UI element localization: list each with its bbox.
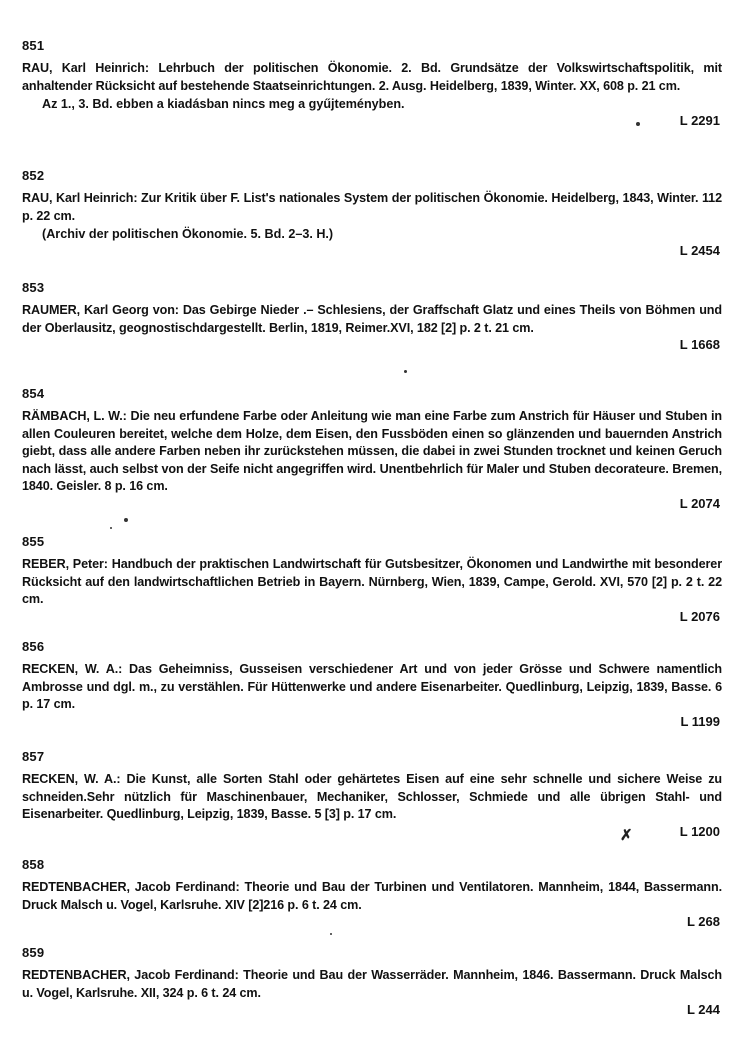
entry-description: REDTENBACHER, Jacob Ferdinand: Theorie und Bau der Turbinen und Ventilatoren. Mannheim, 1844, Bassermann. Druck Malsch u. Vogel, Karlsruhe. XIV [2]216 p. 6 t. 24 cm. [22,880,722,912]
catalog-entry-857 [22,749,722,840]
entry-number: 859 [22,945,45,960]
catalog-entry-858 [22,857,722,930]
entry-description: RÄMBACH, L. W.: Die neu erfundene Farbe oder Anleitung wie man eine Farbe zum Anstrich für Häuser und Stuben in allen Couleuren bereitet, welche dem Holze, dem Eisen, den Fussböden einen so glänzenden und bauernden Anstrich giebt, dass alle andere Farben neben ihr zurückstehen müssen, die dabei in zwei Stunden trocknet und keinen Geruch nach lässt, auch selbst von der Seife nicht angegriffen wird. Unentbehrlich für Maler und Stuben decorateure. Bremen, 1840. Geisler. 8 p. 16 cm. [22,409,722,494]
entry-note: (Archiv der politischen Ökonomie. 5. Bd. 2–3. H.) [42,227,334,242]
catalog-entry-859 [22,945,722,1018]
catalog-entry-855 [22,534,722,625]
catalog-entry-854 [22,386,722,512]
entry-signature: L 244 [686,1002,720,1018]
entry-signature: L 1668 [679,337,720,353]
entry-number: 857 [22,749,45,764]
catalog-entry-853 [22,280,722,353]
scan-speck [404,370,407,373]
scan-speck [124,518,128,522]
entry-signature: L 1200 [679,823,720,839]
entry-number: 853 [22,280,45,295]
entry-number: 852 [22,168,45,183]
scan-speck [636,122,640,126]
entry-number: 854 [22,386,45,401]
catalog-entry-851 [22,38,722,129]
entry-description: REDTENBACHER, Jacob Ferdinand: Theorie und Bau der Wasserräder. Mannheim, 1846. Bassermann. Druck Malsch u. Vogel, Karlsruhe. XII, 324 p. 6 t. 24 cm. [22,968,722,1000]
entry-description: RAU, Karl Heinrich: Lehrbuch der politischen Ökonomie. 2. Bd. Grundsätze der Volkswirtschaftspolitik, mit anhaltender Rücksicht auf bestehende Staatseinrichtungen. 2. Ausg. Heidelberg, 1839, Winter. XX, 608 p. 21 cm. [22,61,722,93]
entry-description: RAUMER, Karl Georg von: Das Gebirge Nieder .– Schlesiens, der Graffschaft Glatz und eines Theils von Böhmen und der Oberlausitz, geognostischdargestellt. Berlin, 1819, Reimer.XVI, 182 [2] p. 2 t. 21 cm. [22,303,722,335]
entry-description: RECKEN, W. A.: Das Geheimniss, Gusseisen verschiedener Art und von jeder Grösse und Schwere namentlich Ambrosse und dgl. m., zu verstählen. Für Hüttenwerke und andere Eisenarbeiter. Quedlinburg, Leipzig, 1839, Basse. 6 p. 17 cm. [22,662,722,712]
catalog-entry-852 [22,168,722,259]
entry-signature: L 2291 [679,113,720,129]
scan-speck [330,933,332,935]
entry-description: RAU, Karl Heinrich: Zur Kritik über F. List's nationales System der politischen Ökonomie. Heidelberg, 1843, Winter. 112 p. 22 cm. [22,191,722,223]
entry-number: 858 [22,857,45,872]
entry-description: REBER, Peter: Handbuch der praktischen Landwirtschaft für Gutsbesitzer, Ökonomen und Landwirthe mit besonderer Rücksicht auf den landwirtschaftlichen Betrieb in Bayern. Nürnberg, Wien, 1839, Campe, Gerold. XVI, 570 [2] p. 2 t. 22 cm. [22,557,722,607]
entry-signature: L 2076 [679,608,720,624]
entry-signature: L 2074 [679,495,720,511]
entry-number: 856 [22,639,45,654]
entry-description: RECKEN, W. A.: Die Kunst, alle Sorten Stahl oder gehärtetes Eisen auf eine sehr schnelle und sichere Weise zu schneiden.Sehr nützlich für Maschinenbauer, Mechaniker, Schlosser, Schmiede und alle übrigen Stahl- und Eisenarbeiter. Quedlinburg, Leipzig, 1839, Basse. 5 [3] p. 17 cm. [22,772,722,822]
entry-number: 851 [22,38,45,53]
entry-note: Az 1., 3. Bd. ebben a kiadásban nincs meg a gyűjteményben. [42,97,405,112]
entry-signature: L 268 [686,914,720,930]
entry-signature: L 1199 [680,713,720,729]
entry-signature: L 2454 [679,243,720,259]
entry-number: 855 [22,534,45,549]
scan-speck [110,527,112,529]
handwritten-mark-icon: ✗ [620,826,633,844]
catalog-entry-856 [22,639,722,730]
